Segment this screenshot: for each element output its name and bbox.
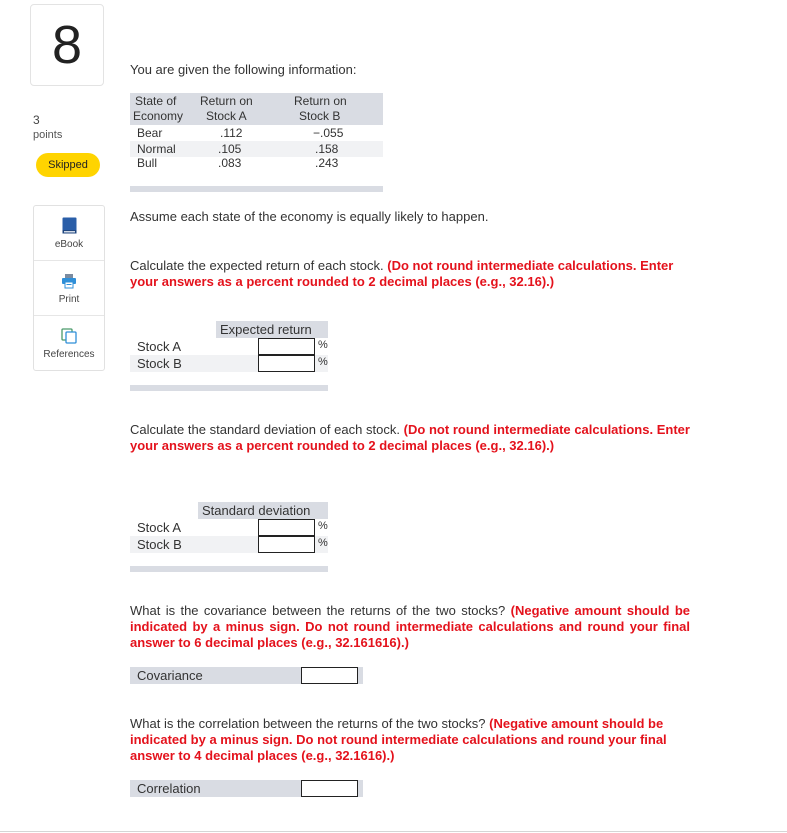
expected-return-header [130,321,328,338]
status-badge: Skipped [36,153,100,177]
covariance-row [130,667,363,684]
ebook-label: eBook [54,238,84,250]
q4-instruction: (Negative amount should be indicated by a minus sign. Do not round intermediate calculations and round your final answer to 4 decimal places (e.g., 32.1616).) [130,716,667,763]
header-a-1: Return on [200,94,253,108]
print-label: Print [58,293,80,305]
header-b-2: Stock B [299,109,341,123]
correlation-row [130,780,363,797]
points-label: points [33,129,63,141]
returns-table [130,93,383,192]
returns-table-header [130,93,383,125]
header-b-1: Return on [294,94,347,108]
ebook-button[interactable] [34,206,104,261]
correlation-input[interactable] [301,780,358,797]
book-icon [62,217,77,235]
row-label: Stock A [137,339,182,354]
row-state: Normal [137,142,176,156]
std-dev-stock-a-input[interactable] [258,519,315,536]
percent-unit: % [318,356,328,368]
expected-return-stock-b-input[interactable] [258,355,315,372]
q3-text: What is the covariance between the returns of the two stocks? [130,603,506,618]
header-a-2: Stock A [206,109,247,123]
row-label: Stock B [137,356,182,371]
q3-prompt [130,603,690,651]
q2-instruction: (Do not round intermediate calculations. Enter your answers as a percent rounded to 2 decimal places (e.g., 32.16).) [130,422,690,453]
table-row [130,157,383,173]
row-label: Stock B [137,537,182,552]
row-b: .158 [315,142,339,156]
table-row [130,125,383,141]
row-label: Stock A [137,520,182,535]
row-state: Bull [137,156,158,170]
std-dev-stock-b-input[interactable] [258,536,315,553]
correlation-label: Correlation [137,781,201,796]
q1-instruction: (Do not round intermediate calculations. Enter your answers as a percent rounded to 2 decimal places (e.g., 32.16).) [130,258,674,289]
question-number-box [30,4,104,86]
table-row [130,536,328,553]
covariance-label: Covariance [137,668,203,683]
assume-text: Assume each state of the economy is equally likely to happen. [130,209,489,224]
table-row [130,141,383,157]
q2-text: Calculate the standard deviation of each stock. [130,422,400,437]
q1-text: Calculate the expected return of each stock. [130,258,384,273]
row-a: .083 [218,156,242,170]
standard-deviation-header-label: Standard deviation [198,502,328,519]
tools-panel [33,205,105,371]
q4-prompt [130,716,690,764]
row-a: .112 [220,126,243,140]
standard-deviation-table [130,502,328,572]
q1-prompt [130,258,690,290]
table-row [130,519,328,536]
printer-icon [61,272,77,290]
percent-unit: % [318,339,328,351]
row-a: .105 [218,142,242,156]
header-state-1: State of [135,94,177,108]
row-b: −.055 [313,126,344,140]
q2-prompt [130,422,690,454]
expected-return-table [130,321,328,391]
points-value: 3 [33,113,40,127]
percent-unit: % [318,520,328,532]
references-label: References [43,348,95,360]
expected-return-stock-a-input[interactable] [258,338,315,355]
references-button[interactable] [34,316,104,370]
q3-instruction: (Negative amount should be indicated by a minus sign. Do not round intermediate calculations and round your final answer to 6 decimal places (e.g., 32.161616).) [130,603,690,650]
percent-unit: % [318,537,328,549]
table-bottom-bar [130,186,383,192]
row-state: Bear [137,126,163,140]
table-bottom-bar [130,566,328,572]
references-icon [61,327,77,345]
table-bottom-bar [130,385,328,391]
covariance-input[interactable] [301,667,358,684]
print-button[interactable] [34,261,104,316]
footer-divider [0,831,787,832]
q4-text: What is the correlation between the returns of the two stocks? [130,716,486,731]
intro-text: You are given the following information: [130,62,357,77]
question-number: 8 [51,15,83,75]
header-state-2: Economy [133,109,184,123]
expected-return-header-label: Expected return [216,321,328,338]
table-row [130,338,328,355]
standard-deviation-header [130,502,328,519]
row-b: .243 [315,156,339,170]
table-row [130,355,328,372]
